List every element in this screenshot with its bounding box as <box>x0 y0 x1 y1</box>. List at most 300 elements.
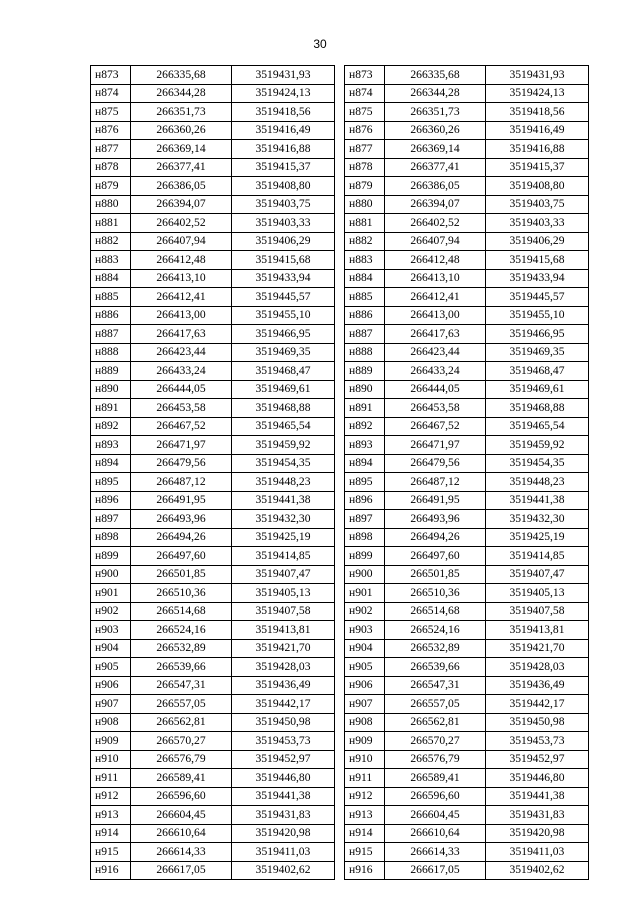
y-coordinate-cell: 3519441,38 <box>232 491 335 510</box>
table-row <box>91 436 335 455</box>
point-id-cell: н881 <box>345 214 385 233</box>
y-coordinate-cell: 3519421,70 <box>486 639 589 658</box>
x-coordinate-cell: 266557,05 <box>131 695 232 714</box>
y-coordinate-cell: 3519421,70 <box>232 639 335 658</box>
point-id-cell: н879 <box>91 177 131 196</box>
point-id-cell: н891 <box>91 399 131 418</box>
point-id-cell: н908 <box>345 713 385 732</box>
y-coordinate-cell: 3519408,80 <box>486 177 589 196</box>
x-coordinate-cell: 266386,05 <box>385 177 486 196</box>
table-row <box>91 362 335 381</box>
point-id-cell: н880 <box>345 195 385 214</box>
table-row <box>91 565 335 584</box>
y-coordinate-cell: 3519455,10 <box>486 306 589 325</box>
x-coordinate-cell: 266610,64 <box>131 824 232 843</box>
x-coordinate-cell: 266417,63 <box>385 325 486 344</box>
point-id-cell: н914 <box>345 824 385 843</box>
x-coordinate-cell: 266444,05 <box>385 380 486 399</box>
y-coordinate-cell: 3519445,57 <box>486 288 589 307</box>
x-coordinate-cell: 266335,68 <box>385 66 486 85</box>
y-coordinate-cell: 3519432,30 <box>232 510 335 529</box>
x-coordinate-cell: 266351,73 <box>131 103 232 122</box>
point-id-cell: н878 <box>91 158 131 177</box>
point-id-cell: н891 <box>345 399 385 418</box>
y-coordinate-cell: 3519433,94 <box>486 269 589 288</box>
table-row <box>91 787 335 806</box>
x-coordinate-cell: 266479,56 <box>385 454 486 473</box>
x-coordinate-cell: 266494,26 <box>131 528 232 547</box>
table-row <box>345 621 589 640</box>
x-coordinate-cell: 266557,05 <box>385 695 486 714</box>
x-coordinate-cell: 266413,00 <box>131 306 232 325</box>
y-coordinate-cell: 3519466,95 <box>232 325 335 344</box>
table-row <box>91 195 335 214</box>
y-coordinate-cell: 3519431,93 <box>232 66 335 85</box>
point-id-cell: н889 <box>345 362 385 381</box>
point-id-cell: н899 <box>345 547 385 566</box>
point-id-cell: н899 <box>91 547 131 566</box>
point-id-cell: н873 <box>91 66 131 85</box>
table-row <box>345 362 589 381</box>
y-coordinate-cell: 3519448,23 <box>232 473 335 492</box>
point-id-cell: н903 <box>91 621 131 640</box>
table-row <box>91 584 335 603</box>
y-coordinate-cell: 3519441,38 <box>486 787 589 806</box>
table-row <box>345 140 589 159</box>
point-id-cell: н894 <box>91 454 131 473</box>
point-id-cell: н901 <box>345 584 385 603</box>
y-coordinate-cell: 3519455,10 <box>232 306 335 325</box>
x-coordinate-cell: 266487,12 <box>131 473 232 492</box>
y-coordinate-cell: 3519468,47 <box>486 362 589 381</box>
point-id-cell: н913 <box>345 806 385 825</box>
point-id-cell: н910 <box>91 750 131 769</box>
table-row <box>345 380 589 399</box>
point-id-cell: н898 <box>345 528 385 547</box>
table-row <box>345 510 589 529</box>
x-coordinate-cell: 266524,16 <box>131 621 232 640</box>
point-id-cell: н893 <box>91 436 131 455</box>
point-id-cell: н894 <box>345 454 385 473</box>
point-id-cell: н898 <box>91 528 131 547</box>
point-id-cell: н909 <box>91 732 131 751</box>
y-coordinate-cell: 3519469,61 <box>232 380 335 399</box>
table-row <box>345 713 589 732</box>
y-coordinate-cell: 3519466,95 <box>486 325 589 344</box>
y-coordinate-cell: 3519408,80 <box>232 177 335 196</box>
x-coordinate-cell: 266547,31 <box>131 676 232 695</box>
y-coordinate-cell: 3519407,47 <box>232 565 335 584</box>
table-row <box>91 84 335 103</box>
x-coordinate-cell: 266501,85 <box>131 565 232 584</box>
table-row <box>91 713 335 732</box>
point-id-cell: н901 <box>91 584 131 603</box>
coordinates-table-right <box>344 65 589 880</box>
table-row <box>91 750 335 769</box>
point-id-cell: н877 <box>345 140 385 159</box>
table-row <box>345 399 589 418</box>
point-id-cell: н874 <box>91 84 131 103</box>
table-row <box>345 565 589 584</box>
y-coordinate-cell: 3519405,13 <box>486 584 589 603</box>
x-coordinate-cell: 266497,60 <box>385 547 486 566</box>
y-coordinate-cell: 3519418,56 <box>486 103 589 122</box>
table-row <box>91 473 335 492</box>
y-coordinate-cell: 3519433,94 <box>232 269 335 288</box>
y-coordinate-cell: 3519406,29 <box>232 232 335 251</box>
x-coordinate-cell: 266576,79 <box>131 750 232 769</box>
point-id-cell: н914 <box>91 824 131 843</box>
point-id-cell: н890 <box>345 380 385 399</box>
table-row <box>345 787 589 806</box>
table-row <box>91 602 335 621</box>
table-row <box>345 214 589 233</box>
table-row <box>91 658 335 677</box>
point-id-cell: н905 <box>345 658 385 677</box>
point-id-cell: н906 <box>91 676 131 695</box>
table-row <box>91 269 335 288</box>
point-id-cell: н909 <box>345 732 385 751</box>
x-coordinate-cell: 266433,24 <box>131 362 232 381</box>
point-id-cell: н903 <box>345 621 385 640</box>
table-row <box>91 288 335 307</box>
x-coordinate-cell: 266407,94 <box>385 232 486 251</box>
y-coordinate-cell: 3519450,98 <box>486 713 589 732</box>
point-id-cell: н884 <box>91 269 131 288</box>
point-id-cell: н885 <box>345 288 385 307</box>
table-row <box>345 676 589 695</box>
point-id-cell: н902 <box>91 602 131 621</box>
point-id-cell: н897 <box>345 510 385 529</box>
point-id-cell: н905 <box>91 658 131 677</box>
point-id-cell: н900 <box>91 565 131 584</box>
y-coordinate-cell: 3519436,49 <box>232 676 335 695</box>
point-id-cell: н887 <box>345 325 385 344</box>
table-row <box>91 121 335 140</box>
y-coordinate-cell: 3519406,29 <box>486 232 589 251</box>
x-coordinate-cell: 266524,16 <box>385 621 486 640</box>
x-coordinate-cell: 266501,85 <box>385 565 486 584</box>
x-coordinate-cell: 266617,05 <box>131 861 232 880</box>
point-id-cell: н877 <box>91 140 131 159</box>
y-coordinate-cell: 3519414,85 <box>232 547 335 566</box>
point-id-cell: н895 <box>91 473 131 492</box>
x-coordinate-cell: 266344,28 <box>131 84 232 103</box>
table-row <box>91 66 335 85</box>
table-row <box>345 195 589 214</box>
point-id-cell: н907 <box>91 695 131 714</box>
point-id-cell: н879 <box>345 177 385 196</box>
x-coordinate-cell: 266369,14 <box>131 140 232 159</box>
point-id-cell: н876 <box>345 121 385 140</box>
table-row <box>91 214 335 233</box>
y-coordinate-cell: 3519428,03 <box>232 658 335 677</box>
y-coordinate-cell: 3519431,93 <box>486 66 589 85</box>
x-coordinate-cell: 266510,36 <box>385 584 486 603</box>
table-row <box>91 528 335 547</box>
table-row <box>91 343 335 362</box>
table-row <box>345 473 589 492</box>
x-coordinate-cell: 266547,31 <box>385 676 486 695</box>
point-id-cell: н893 <box>345 436 385 455</box>
y-coordinate-cell: 3519431,83 <box>486 806 589 825</box>
table-row <box>91 695 335 714</box>
x-coordinate-cell: 266412,48 <box>131 251 232 270</box>
point-id-cell: н886 <box>345 306 385 325</box>
table-row <box>345 177 589 196</box>
table-row <box>345 806 589 825</box>
point-id-cell: н874 <box>345 84 385 103</box>
x-coordinate-cell: 266493,96 <box>131 510 232 529</box>
point-id-cell: н892 <box>91 417 131 436</box>
x-coordinate-cell: 266471,97 <box>385 436 486 455</box>
point-id-cell: н904 <box>91 639 131 658</box>
y-coordinate-cell: 3519465,54 <box>232 417 335 436</box>
point-id-cell: н875 <box>91 103 131 122</box>
point-id-cell: н875 <box>345 103 385 122</box>
point-id-cell: н886 <box>91 306 131 325</box>
table-row <box>345 732 589 751</box>
y-coordinate-cell: 3519446,80 <box>486 769 589 788</box>
point-id-cell: н880 <box>91 195 131 214</box>
point-id-cell: н884 <box>345 269 385 288</box>
x-coordinate-cell: 266360,26 <box>131 121 232 140</box>
point-id-cell: н883 <box>345 251 385 270</box>
x-coordinate-cell: 266614,33 <box>131 843 232 862</box>
y-coordinate-cell: 3519414,85 <box>486 547 589 566</box>
point-id-cell: н911 <box>345 769 385 788</box>
table-row <box>91 491 335 510</box>
table-row <box>345 695 589 714</box>
y-coordinate-cell: 3519431,83 <box>232 806 335 825</box>
x-coordinate-cell: 266510,36 <box>131 584 232 603</box>
table-row <box>91 158 335 177</box>
x-coordinate-cell: 266497,60 <box>131 547 232 566</box>
table-row <box>91 769 335 788</box>
x-coordinate-cell: 266453,58 <box>131 399 232 418</box>
table-row <box>91 325 335 344</box>
point-id-cell: н908 <box>91 713 131 732</box>
table-row <box>91 547 335 566</box>
y-coordinate-cell: 3519469,35 <box>486 343 589 362</box>
table-row <box>345 639 589 658</box>
coordinates-table-left <box>90 65 335 880</box>
table-row <box>91 676 335 695</box>
y-coordinate-cell: 3519432,30 <box>486 510 589 529</box>
x-coordinate-cell: 266614,33 <box>385 843 486 862</box>
x-coordinate-cell: 266467,52 <box>385 417 486 436</box>
point-id-cell: н916 <box>91 861 131 880</box>
table-row <box>345 769 589 788</box>
table-row <box>345 66 589 85</box>
table-row <box>91 251 335 270</box>
point-id-cell: н913 <box>91 806 131 825</box>
table-row <box>345 602 589 621</box>
x-coordinate-cell: 266576,79 <box>385 750 486 769</box>
table-row <box>345 232 589 251</box>
x-coordinate-cell: 266596,60 <box>131 787 232 806</box>
y-coordinate-cell: 3519420,98 <box>232 824 335 843</box>
x-coordinate-cell: 266433,24 <box>385 362 486 381</box>
y-coordinate-cell: 3519402,62 <box>232 861 335 880</box>
y-coordinate-cell: 3519403,75 <box>486 195 589 214</box>
y-coordinate-cell: 3519407,58 <box>486 602 589 621</box>
y-coordinate-cell: 3519425,19 <box>232 528 335 547</box>
y-coordinate-cell: 3519448,23 <box>486 473 589 492</box>
x-coordinate-cell: 266369,14 <box>385 140 486 159</box>
x-coordinate-cell: 266491,95 <box>385 491 486 510</box>
x-coordinate-cell: 266532,89 <box>131 639 232 658</box>
y-coordinate-cell: 3519442,17 <box>232 695 335 714</box>
point-id-cell: н890 <box>91 380 131 399</box>
x-coordinate-cell: 266487,12 <box>385 473 486 492</box>
point-id-cell: н888 <box>345 343 385 362</box>
point-id-cell: н895 <box>345 473 385 492</box>
table-row <box>345 288 589 307</box>
point-id-cell: н911 <box>91 769 131 788</box>
table-row <box>345 121 589 140</box>
table-row <box>345 343 589 362</box>
x-coordinate-cell: 266610,64 <box>385 824 486 843</box>
y-coordinate-cell: 3519415,68 <box>232 251 335 270</box>
table-row <box>345 491 589 510</box>
page-number: 30 <box>313 37 327 51</box>
x-coordinate-cell: 266514,68 <box>385 602 486 621</box>
point-id-cell: н910 <box>345 750 385 769</box>
x-coordinate-cell: 266539,66 <box>131 658 232 677</box>
table-row <box>91 806 335 825</box>
x-coordinate-cell: 266532,89 <box>385 639 486 658</box>
point-id-cell: н887 <box>91 325 131 344</box>
y-coordinate-cell: 3519450,98 <box>232 713 335 732</box>
x-coordinate-cell: 266562,81 <box>385 713 486 732</box>
table-row <box>91 510 335 529</box>
table-row <box>91 732 335 751</box>
x-coordinate-cell: 266570,27 <box>131 732 232 751</box>
table-row <box>345 824 589 843</box>
x-coordinate-cell: 266493,96 <box>385 510 486 529</box>
x-coordinate-cell: 266491,95 <box>131 491 232 510</box>
y-coordinate-cell: 3519445,57 <box>232 288 335 307</box>
x-coordinate-cell: 266589,41 <box>385 769 486 788</box>
x-coordinate-cell: 266394,07 <box>131 195 232 214</box>
y-coordinate-cell: 3519403,33 <box>232 214 335 233</box>
table-row <box>345 417 589 436</box>
x-coordinate-cell: 266412,48 <box>385 251 486 270</box>
table-row <box>345 325 589 344</box>
table-row <box>91 621 335 640</box>
x-coordinate-cell: 266413,10 <box>131 269 232 288</box>
x-coordinate-cell: 266494,26 <box>385 528 486 547</box>
point-id-cell: н873 <box>345 66 385 85</box>
y-coordinate-cell: 3519424,13 <box>486 84 589 103</box>
point-id-cell: н912 <box>91 787 131 806</box>
table-row <box>345 658 589 677</box>
x-coordinate-cell: 266596,60 <box>385 787 486 806</box>
y-coordinate-cell: 3519469,35 <box>232 343 335 362</box>
point-id-cell: н883 <box>91 251 131 270</box>
point-id-cell: н896 <box>345 491 385 510</box>
y-coordinate-cell: 3519420,98 <box>486 824 589 843</box>
y-coordinate-cell: 3519413,81 <box>486 621 589 640</box>
table-row <box>91 177 335 196</box>
point-id-cell: н878 <box>345 158 385 177</box>
x-coordinate-cell: 266444,05 <box>131 380 232 399</box>
table-row <box>91 380 335 399</box>
y-coordinate-cell: 3519416,88 <box>232 140 335 159</box>
table-row <box>91 399 335 418</box>
y-coordinate-cell: 3519415,37 <box>486 158 589 177</box>
y-coordinate-cell: 3519469,61 <box>486 380 589 399</box>
x-coordinate-cell: 266589,41 <box>131 769 232 788</box>
table-row <box>91 861 335 880</box>
table-row <box>91 140 335 159</box>
table-row <box>91 824 335 843</box>
x-coordinate-cell: 266407,94 <box>131 232 232 251</box>
x-coordinate-cell: 266402,52 <box>385 214 486 233</box>
x-coordinate-cell: 266467,52 <box>131 417 232 436</box>
table-row <box>345 84 589 103</box>
point-id-cell: н915 <box>91 843 131 862</box>
x-coordinate-cell: 266604,45 <box>131 806 232 825</box>
x-coordinate-cell: 266344,28 <box>385 84 486 103</box>
x-coordinate-cell: 266604,45 <box>385 806 486 825</box>
table-row <box>91 843 335 862</box>
x-coordinate-cell: 266514,68 <box>131 602 232 621</box>
x-coordinate-cell: 266479,56 <box>131 454 232 473</box>
x-coordinate-cell: 266412,41 <box>131 288 232 307</box>
y-coordinate-cell: 3519446,80 <box>232 769 335 788</box>
y-coordinate-cell: 3519453,73 <box>232 732 335 751</box>
y-coordinate-cell: 3519402,62 <box>486 861 589 880</box>
x-coordinate-cell: 266402,52 <box>131 214 232 233</box>
point-id-cell: н881 <box>91 214 131 233</box>
table-row <box>345 269 589 288</box>
point-id-cell: н906 <box>345 676 385 695</box>
point-id-cell: н889 <box>91 362 131 381</box>
x-coordinate-cell: 266386,05 <box>131 177 232 196</box>
x-coordinate-cell: 266413,10 <box>385 269 486 288</box>
point-id-cell: н902 <box>345 602 385 621</box>
y-coordinate-cell: 3519459,92 <box>486 436 589 455</box>
table-row <box>345 436 589 455</box>
table-row <box>91 454 335 473</box>
y-coordinate-cell: 3519436,49 <box>486 676 589 695</box>
y-coordinate-cell: 3519452,97 <box>232 750 335 769</box>
point-id-cell: н916 <box>345 861 385 880</box>
point-id-cell: н882 <box>345 232 385 251</box>
y-coordinate-cell: 3519428,03 <box>486 658 589 677</box>
table-row <box>345 584 589 603</box>
x-coordinate-cell: 266335,68 <box>131 66 232 85</box>
y-coordinate-cell: 3519405,13 <box>232 584 335 603</box>
table-row <box>345 547 589 566</box>
x-coordinate-cell: 266423,44 <box>385 343 486 362</box>
y-coordinate-cell: 3519413,81 <box>232 621 335 640</box>
y-coordinate-cell: 3519407,47 <box>486 565 589 584</box>
x-coordinate-cell: 266377,41 <box>385 158 486 177</box>
y-coordinate-cell: 3519415,37 <box>232 158 335 177</box>
y-coordinate-cell: 3519441,38 <box>486 491 589 510</box>
point-id-cell: н900 <box>345 565 385 584</box>
table-row <box>91 103 335 122</box>
point-id-cell: н876 <box>91 121 131 140</box>
y-coordinate-cell: 3519407,58 <box>232 602 335 621</box>
table-row <box>345 528 589 547</box>
y-coordinate-cell: 3519454,35 <box>232 454 335 473</box>
x-coordinate-cell: 266570,27 <box>385 732 486 751</box>
y-coordinate-cell: 3519416,49 <box>232 121 335 140</box>
